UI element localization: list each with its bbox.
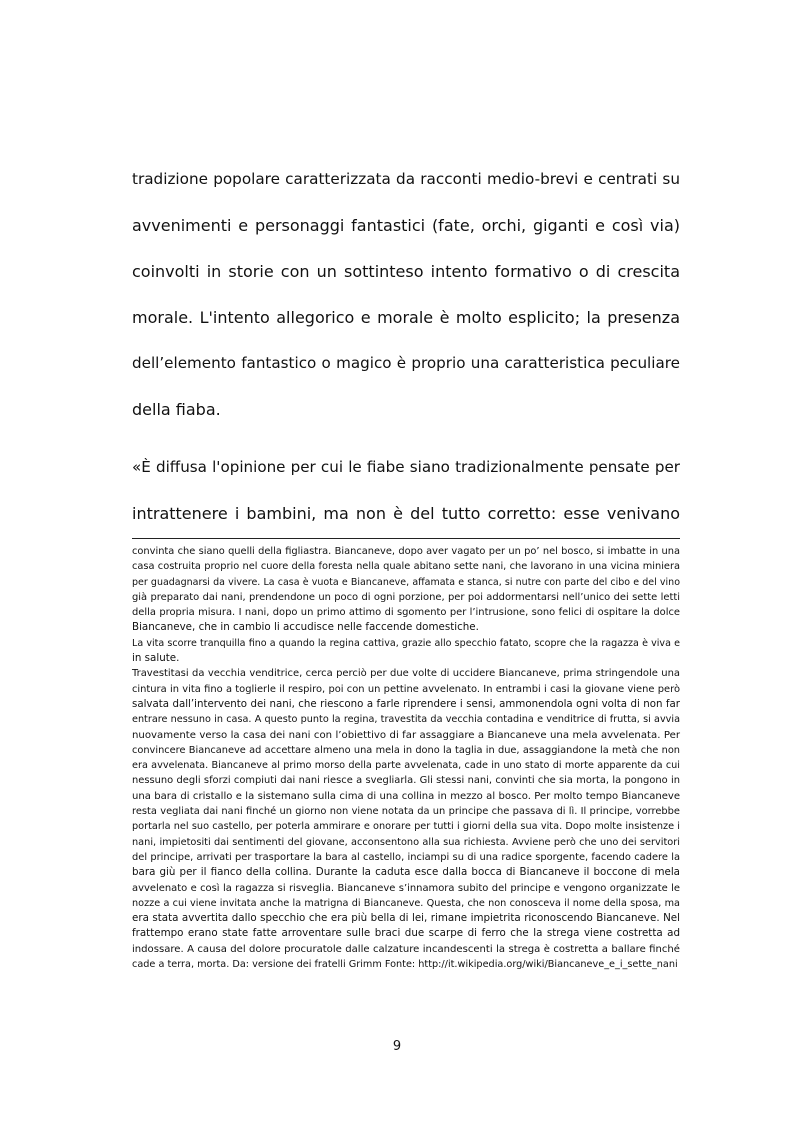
footnote-line: indossare. A causa del dolore procuratole dalle calzature incandescenti la strega è costretta a ballare finché xyxy=(132,943,680,955)
footnote-line: casa costruita proprio nel cuore della foresta nella quale abitano sette nani, che lavorano in una vicina miniera xyxy=(132,561,680,573)
body-line: della fiaba. xyxy=(132,400,221,419)
footnote-line: in salute. xyxy=(132,652,180,665)
footnote-line: bara giù per il fianco della collina. Durante la caduta esce dalla bocca di Biancaneve il boccone di mela xyxy=(132,866,680,879)
footnote-line: cade a terra, morta. Da: versione dei fratelli Grimm Fonte: http://it.wikipedia.org/wiki/Biancaneve_e_i_sette_nani xyxy=(132,959,678,971)
body-line: tradizione popolare caratterizzata da racconti medio-brevi e centrati su xyxy=(132,170,680,188)
body-line: coinvolti in storie con un sottinteso intento formativo o di crescita xyxy=(132,262,680,281)
footnote-line: era stata avvertita dallo specchio che era più bella di lei, rimane impietrita riconoscendo Biancaneve. Nel xyxy=(132,912,680,925)
body-line: «È diffusa l'opinione per cui le fiabe siano tradizionalmente pensate per xyxy=(132,458,680,476)
footnote-line: avvelenato e così la ragazza si risveglia. Biancaneve s’innamora subito del principe e vengono organizzate le xyxy=(132,882,680,894)
footnote-line: Biancaneve, che in cambio li accudisce nelle faccende domestiche. xyxy=(132,621,479,634)
footnote-separator xyxy=(132,538,680,539)
body-line: avvenimenti e personaggi fantastici (fate, orchi, giganti e così via) xyxy=(132,216,680,235)
footnote-line: frattempo erano state fatte arroventare sulle braci due scarpe di ferro che la strega viene costretta ad xyxy=(132,927,680,940)
footnote-line: salvata dall’intervento dei nani, che riescono a farle riprendere i sensi, ammonendola ogni volta di non far xyxy=(132,698,680,710)
footnote-line: del principe, arrivati per trasportare la bara al castello, inciampi su di una radice sporgente, facendo cadere la xyxy=(132,851,680,863)
footnote-line: entrare nessuno in casa. A questo punto la regina, travestita da vecchia contadina e venditrice di frutta, si avvia xyxy=(132,714,680,726)
body-line: morale. L'intento allegorico e morale è molto esplicito; la presenza xyxy=(132,308,680,327)
footnote-line: La vita scorre tranquilla fino a quando la regina cattiva, grazie allo specchio fatato, scopre che la ragazza è viva e xyxy=(132,637,680,649)
footnote-line: della propria misura. I nani, dopo un primo attimo di sgomento per l’intrusione, sono felici di ospitare la dolce xyxy=(132,607,680,619)
footnote-line: nuovamente verso la casa dei nani con l’obiettivo di far assaggiare a Biancaneve una mela avvelenata. Per xyxy=(132,729,680,741)
footnote-line: nessuno degli sforzi compiuti dai nani riesce a svegliarla. Gli stessi nani, convinti che sia morta, la pongono in xyxy=(132,775,680,787)
footnote-line: resta vegliata dai nani finché un giorno non viene notata da un principe che passava di lì. Il principe, vorrebbe xyxy=(132,806,680,818)
footnote-line: una bara di cristallo e la sistemano sulla cima di una collina in mezzo al bosco. Per molto tempo Biancaneve xyxy=(132,790,680,802)
page-number: 9 xyxy=(392,1039,402,1054)
footnote-line: nani, impietositi dai sentimenti del giovane, acconsentono alla sua richiesta. Avviene però che uno dei servitori xyxy=(132,836,680,848)
footnote-line: nozze a cui viene invitata anche la matrigna di Biancaneve. Questa, che non conosceva il nome della sposa, ma xyxy=(132,897,680,909)
footnote-line: convincere Biancaneve ad accettare almeno una mela in dono la taglia in due, assaggiandone la metà che non xyxy=(132,744,680,756)
footnote-line: portarla nel suo castello, per poterla ammirare e onorare per tutti i giorni della sua vita. Dopo molte insistenze i xyxy=(132,821,680,833)
footnote-line: già preparato dai nani, prendendone un poco di ogni porzione, per poi addormentarsi nell’unico dei sette letti xyxy=(132,591,680,603)
footnote-line: convinta che siano quelli della figliastra. Biancaneve, dopo aver vagato per un po’ nel bosco, si imbatte in una xyxy=(132,546,680,557)
footnote-line: cintura in vita fino a toglierle il respiro, poi con un pettine avvelenato. In entrambi i casi la giovane viene però xyxy=(132,683,680,695)
footnote-line: Travestitasi da vecchia venditrice, cerca perciò per due volte di uccidere Biancaneve, prima stringendole una xyxy=(132,668,680,680)
footnote-line: era avvelenata. Biancaneve al primo morso della parte avvelenata, cade in uno stato di morte apparente da cui xyxy=(132,760,680,772)
body-line: dell’elemento fantastico o magico è proprio una caratteristica peculiare xyxy=(132,354,680,372)
body-line: intrattenere i bambini, ma non è del tutto corretto: esse venivano xyxy=(132,504,680,523)
footnote-line: per guadagnarsi da vivere. La casa è vuota e Biancaneve, affamata e stanca, si nutre con parte del cibo e del vino xyxy=(132,576,680,588)
footnote xyxy=(132,544,680,972)
